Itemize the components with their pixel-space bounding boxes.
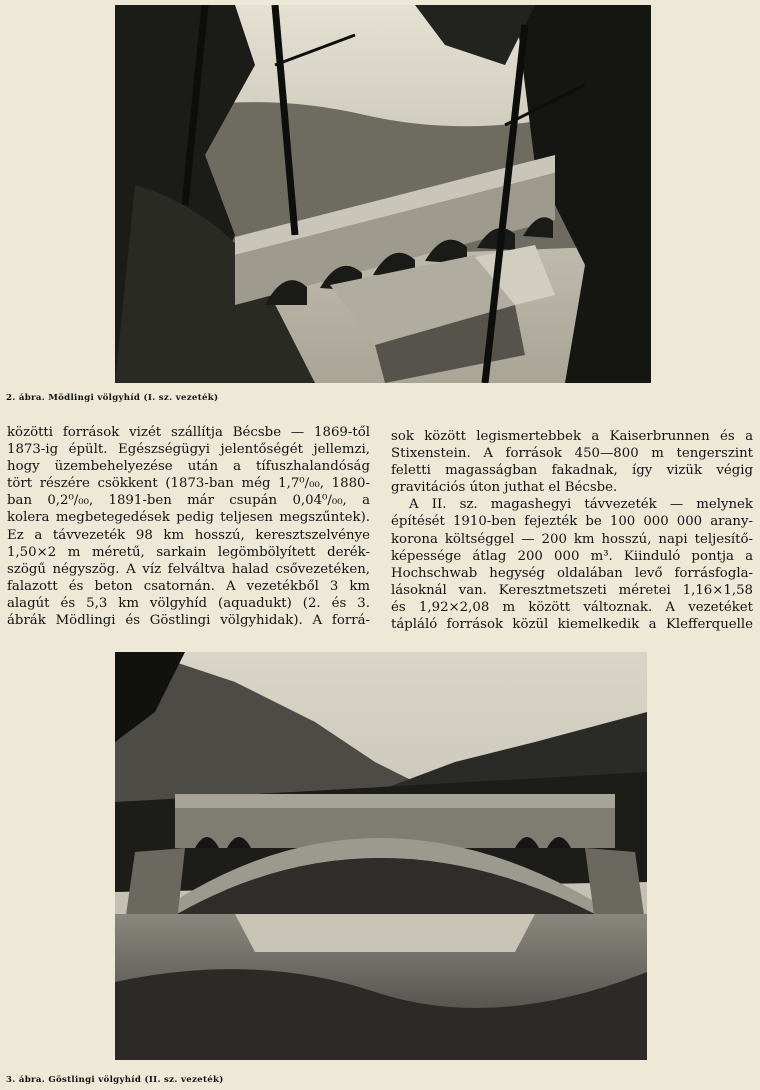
paragraph-line: és 1,92×2,08 m között változnak. A vezetéket — [391, 599, 753, 615]
paragraph-line: építését 1910-ben fejezték be 100 000 000 arany- — [391, 514, 753, 530]
paragraph-line: tört részére csökkent (1873-ban még 1,7⁰/₀₀, 1880- — [7, 476, 370, 492]
paragraph-line: Hochschwab hegység oldalában levő forrásfogla- — [391, 565, 753, 581]
paragraph-line: lásoknál van. Keresztmetszeti méretei 1,16×1,58 — [391, 582, 753, 598]
paragraph-line: korona költséggel — 200 km hosszú, napi teljesítő- — [391, 531, 753, 547]
paragraph-line: feletti magasságban fakadnak, így vizük végig — [391, 463, 753, 479]
figure-2-caption: 3. ábra. Göstlingi völgyhíd (II. sz. vezeték) — [6, 1075, 224, 1085]
paragraph-line: falazott és beton csatornán. A vezetékből 3 km — [7, 578, 370, 594]
gostling-viaduct-image — [115, 652, 647, 1060]
modling-viaduct-image — [115, 5, 651, 383]
paragraph-line: kolera megbetegedések pedig teljesen megszűntek). — [7, 510, 370, 526]
paragraph-line: sok között legismertebbek a Kaiserbrunnen és a — [391, 429, 753, 444]
paragraph-line: 1,50×2 m méretű, sarkain legömbölyített derék- — [7, 544, 370, 560]
paragraph-line: A II. sz. magashegyi távvezeték — melynek — [409, 497, 753, 513]
paragraph-line: hogy üzembehelyezése után a tífuszhalandóság — [7, 459, 370, 475]
paragraph-line: ban 0,2⁰/₀₀, 1891-ben már csupán 0,04⁰/₀₀, a — [7, 493, 370, 509]
paragraph-line: képessége átlag 200 000 m³. Kiinduló pontja a — [391, 548, 753, 564]
paragraph-line: tápláló források közül kiemelkedik a Klefferquelle — [391, 617, 753, 633]
figure-1-caption: 2. ábra. Mödlingi völgyhíd (I. sz. vezeték) — [6, 393, 219, 403]
paragraph-line: gravitációs úton juthat el Bécsbe. — [391, 480, 618, 496]
paragraph-line: szögű négyszög. A víz felváltva halad csővezetéken, — [7, 561, 370, 577]
paragraph-line: ábrák Mödlingi és Göstlingi völgyhidak). A forrá- — [7, 613, 370, 629]
paragraph-line: közötti források vizét szállítja Bécsbe — 1869-től — [7, 425, 370, 440]
figure-2-photo — [115, 652, 647, 1060]
paragraph-line: Ez a távvezeték 98 km hosszú, keresztszelvénye — [7, 527, 370, 543]
figure-1-photo — [115, 5, 651, 383]
paragraph-line: 1873-ig épült. Egészségügyi jelentőségét jellemzi, — [7, 442, 370, 458]
paragraph-line: Stixenstein. A források 450—800 m tengerszint — [391, 446, 753, 462]
right-text-column — [391, 428, 753, 633]
left-text-column — [7, 424, 370, 629]
paragraph-line: alagút és 5,3 km völgyhíd (aquadukt) (2. és 3. — [7, 595, 370, 611]
